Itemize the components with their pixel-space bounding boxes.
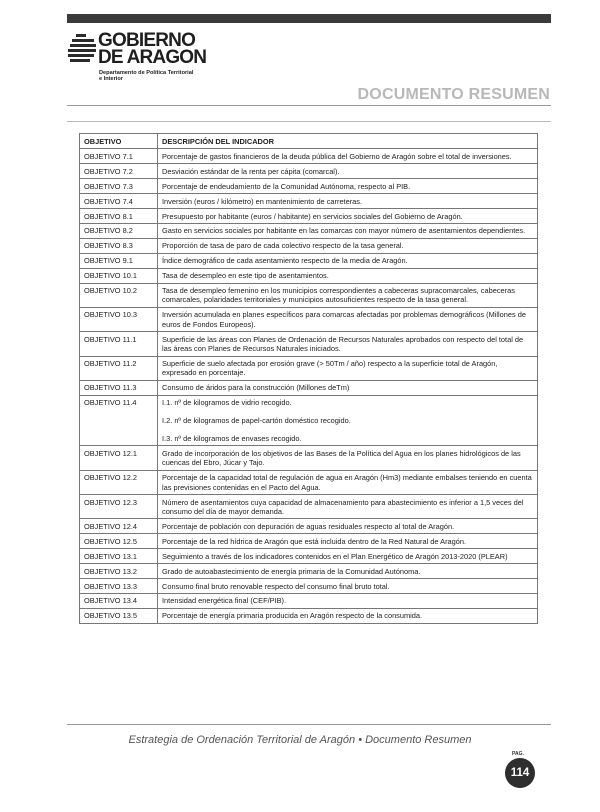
description-cell: Inversión (euros / kilómetro) en mantenimiento de carreteras.: [158, 194, 538, 209]
description-cell: Proporción de tasa de paro de cada colectivo respecto de la tasa general.: [158, 238, 538, 253]
table-row: [80, 164, 538, 179]
objective-cell: OBJETIVO 11.1: [80, 332, 158, 356]
document-title: DOCUMENTO RESUMEN: [357, 86, 550, 103]
header-divider-secondary: [67, 121, 551, 122]
description-cell: Inversión acumulada en planes específicos para comarcas afectadas por problemas demográficos (Millones de euros de Fondos Europeos).: [158, 307, 538, 331]
table-row: [80, 534, 538, 549]
objective-cell: OBJETIVO 7.3: [80, 179, 158, 194]
table-row: [80, 519, 538, 534]
table-row: [80, 253, 538, 268]
objective-cell: OBJETIVO 8.2: [80, 223, 158, 238]
description-cell: Número de asentamientos cuya capacidad de almacenamiento para abastecimiento es inferior a 1,5 veces del consumo del día de mayor demanda.: [158, 495, 538, 519]
table-row: [80, 593, 538, 608]
logo-title: GOBIERNO DE ARAGON: [98, 30, 207, 68]
logo-stripes-icon: [68, 34, 96, 64]
objective-cell: OBJETIVO 7.2: [80, 164, 158, 179]
header-divider: [67, 105, 551, 106]
table-row: [80, 579, 538, 594]
objective-cell: OBJETIVO 13.4: [80, 593, 158, 608]
description-cell: Grado de incorporación de los objetivos de las Bases de la Política del Agua en los planes hidrológicos de las cuencas del Ebro, Júcar y Tajo.: [158, 446, 538, 470]
objective-cell: OBJETIVO 11.3: [80, 380, 158, 395]
page-number-badge: 114: [505, 758, 535, 788]
table-row: [80, 238, 538, 253]
description-cell: [158, 395, 538, 446]
column-header-objective: OBJETIVO: [80, 134, 158, 149]
objective-cell: OBJETIVO 12.1: [80, 446, 158, 470]
indicator-subitem: I.2. nº de kilogramos de papel-cartón doméstico recogido.: [162, 416, 351, 426]
objective-cell: OBJETIVO 7.4: [80, 194, 158, 209]
description-cell: Grado de autoabastecimiento de energía primaria de la Comunidad Autónoma.: [158, 564, 538, 579]
description-cell: Tasa de desempleo femenino en los municipios correspondientes a cabeceras supracomarcales, cabeceras comarcales, polaridades territoriales y municipios autosuficientes respecto de la tasa general.: [158, 283, 538, 307]
description-cell: Seguimiento a través de los indicadores contenidos en el Plan Energético de Aragón 2013-2020 (PLEAR): [158, 549, 538, 564]
objective-cell: OBJETIVO 11.2: [80, 356, 158, 380]
description-cell: Superficie de suelo afectada por erosión grave (> 50Tm / año) respecto a la superficie total de Aragón, expresado en porcentaje.: [158, 356, 538, 380]
indicator-subitem: I.3. nº de kilogramos de envases recogido.: [162, 434, 302, 444]
column-header-description: DESCRIPCIÓN DEL INDICADOR: [158, 134, 538, 149]
table-row: [80, 495, 538, 519]
table-row: [80, 283, 538, 307]
footer-divider: [67, 724, 551, 725]
objective-cell: OBJETIVO 13.2: [80, 564, 158, 579]
table-row: [80, 549, 538, 564]
objective-cell: OBJETIVO 12.3: [80, 495, 158, 519]
description-cell: Desviación estándar de la renta per cápita (comarcal).: [158, 164, 538, 179]
objective-cell: OBJETIVO 13.1: [80, 549, 158, 564]
table-row: [80, 179, 538, 194]
table-row: [80, 268, 538, 283]
objective-cell: OBJETIVO 12.2: [80, 470, 158, 494]
table-row: [80, 470, 538, 494]
table-row: [80, 608, 538, 623]
page-label: PAG.: [512, 751, 524, 757]
table-header-row: [80, 134, 538, 149]
description-cell: Índice demográfico de cada asentamiento respecto de la media de Aragón.: [158, 253, 538, 268]
objective-cell: OBJETIVO 8.1: [80, 209, 158, 224]
objective-cell: OBJETIVO 13.3: [80, 579, 158, 594]
table-row: [80, 332, 538, 356]
description-cell: Superficie de las áreas con Planes de Ordenación de Recursos Naturales aprobados con respecto del total de las áreas con Planes de Recursos Naturales iniciados.: [158, 332, 538, 356]
table-row: [80, 194, 538, 209]
gobierno-aragon-logo: [68, 32, 238, 87]
description-cell: Consumo de áridos para la construcción (Millones deTm): [158, 380, 538, 395]
top-bar: [67, 14, 551, 23]
table-row: [80, 380, 538, 395]
objective-cell: OBJETIVO 11.4: [80, 395, 158, 446]
footer-text: Estrategia de Ordenación Territorial de Aragón • Documento Resumen: [128, 734, 472, 746]
objective-cell: OBJETIVO 7.1: [80, 149, 158, 164]
objective-cell: OBJETIVO 12.5: [80, 534, 158, 549]
objective-cell: OBJETIVO 9.1: [80, 253, 158, 268]
description-cell: Porcentaje de población con depuración de aguas residuales respecto al total de Aragón.: [158, 519, 538, 534]
table-row: [80, 223, 538, 238]
description-cell: Tasa de desempleo en este tipo de asentamientos.: [158, 268, 538, 283]
indicators-table: [79, 133, 538, 624]
objective-cell: OBJETIVO 8.3: [80, 238, 158, 253]
description-cell: Porcentaje de energía primaria producida en Aragón respecto de la consumida.: [158, 608, 538, 623]
description-cell: Porcentaje de gastos financieros de la deuda pública del Gobierno de Aragón sobre el total de inversiones.: [158, 149, 538, 164]
table-row: [80, 307, 538, 331]
description-cell: Intensidad energética final (CEF/PIB).: [158, 593, 538, 608]
objective-cell: OBJETIVO 10.1: [80, 268, 158, 283]
objective-cell: OBJETIVO 10.3: [80, 307, 158, 331]
description-cell: Presupuesto por habitante (euros / habitante) en servicios sociales del Gobierno de Aragón.: [158, 209, 538, 224]
table-row: [80, 564, 538, 579]
description-cell: Porcentaje de la red hídrica de Aragón que está incluida dentro de la Red Natural de Aragón.: [158, 534, 538, 549]
indicator-subitem: I.1. nº de kilogramos de vidrio recogido.: [162, 398, 292, 408]
table-row: [80, 446, 538, 470]
table-row: [80, 395, 538, 446]
objective-cell: OBJETIVO 13.5: [80, 608, 158, 623]
objective-cell: OBJETIVO 10.2: [80, 283, 158, 307]
objective-cell: OBJETIVO 12.4: [80, 519, 158, 534]
department-name: Departamento de Política Territorial e Interior: [99, 70, 194, 82]
description-cell: Porcentaje de la capacidad total de regulación de agua en Aragón (Hm3) mediante embalses teniendo en cuenta las previsiones contenidas en el Pacto del Agua.: [158, 470, 538, 494]
table-row: [80, 356, 538, 380]
description-cell: Gasto en servicios sociales por habitante en las comarcas con mayor número de asentamientos dependientes.: [158, 223, 538, 238]
description-cell: Consumo final bruto renovable respecto del consumo final bruto total.: [158, 579, 538, 594]
table-row: [80, 149, 538, 164]
table-row: [80, 209, 538, 224]
description-cell: Porcentaje de endeudamiento de la Comunidad Autónoma, respecto al PIB.: [158, 179, 538, 194]
